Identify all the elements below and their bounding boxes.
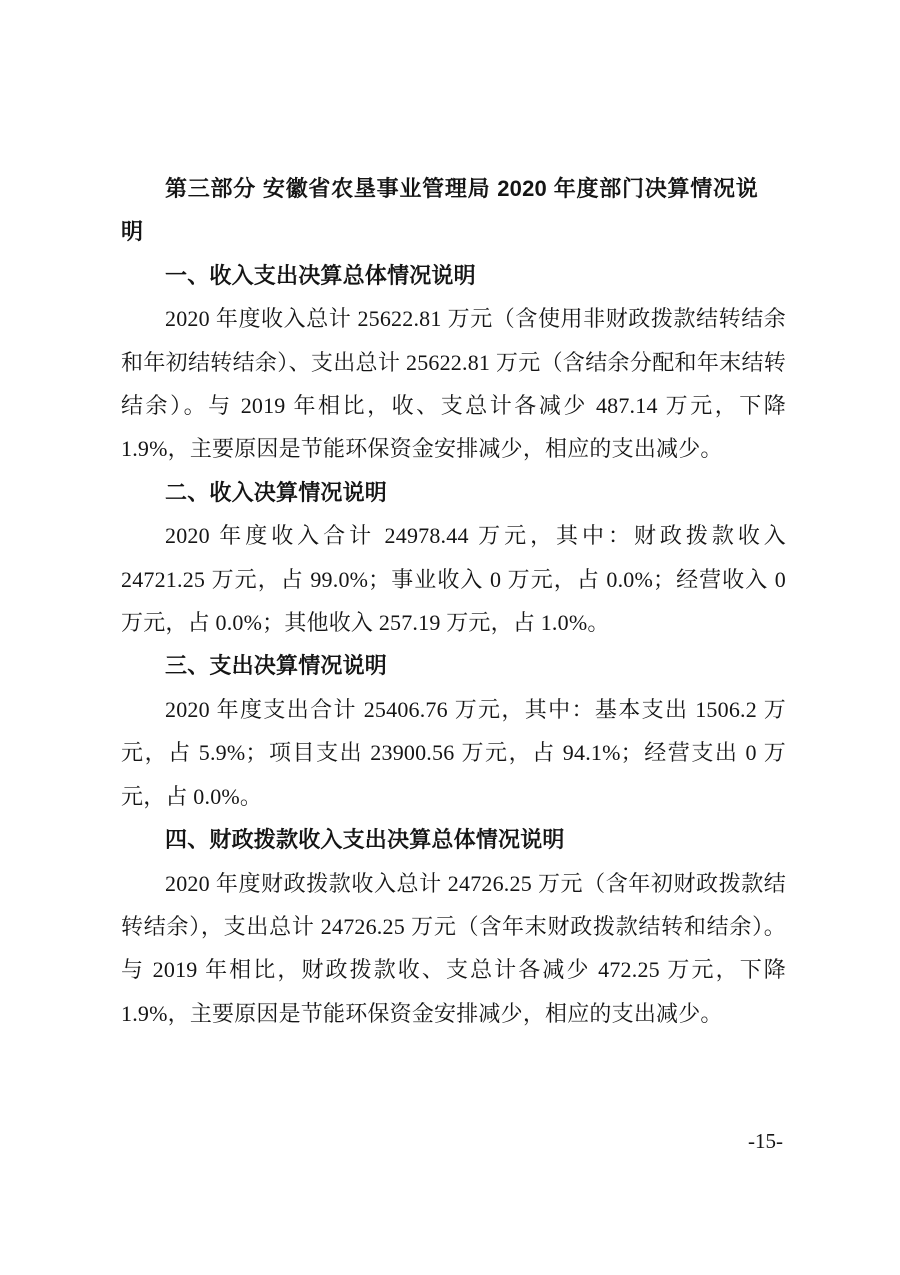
- document-body: [121, 167, 786, 1035]
- section-heading-fiscal-appropriation-overview: 四、财政拨款收入支出决算总体情况说明: [165, 827, 565, 853]
- section-paragraph-income-statement: 2020 年度收入合计 24978.44 万元，其中：财政拨款收入 24721.25 万元，占 99.0%；事业收入 0 万元，占 0.0%；经营收入 0 万元，占 0.0%；其他收入 257.19 万元，占 1.0%。: [121, 523, 786, 636]
- section-heading-income-statement: 二、收入决算情况说明: [165, 479, 388, 505]
- document-title: 第三部分 安徽省农垦事业管理局 2020 年度部门决算情况说明: [121, 176, 758, 245]
- section-paragraph-income-expenditure-overview: 2020 年度收入总计 25622.81 万元（含使用非财政拨款结转结余和年初结转结余）、支出总计 25622.81 万元（含结余分配和年末结转结余）。与 2019 年相比，收、支总计各减少 487.14 万元，下降 1.9%，主要原因是节能环保资金安排减少，相应的支出减少。: [121, 306, 786, 462]
- section-paragraph-expenditure-statement: 2020 年度支出合计 25406.76 万元，其中：基本支出 1506.2 万元，占 5.9%；项目支出 23900.56 万元，占 94.1%；经营支出 0 万元，占 0.0%。: [121, 696, 786, 809]
- page-number: -15-: [748, 1129, 783, 1153]
- section-heading-expenditure-statement: 三、支出决算情况说明: [165, 653, 388, 679]
- section-heading-income-expenditure-overview: 一、收入支出决算总体情况说明: [165, 262, 476, 288]
- section-paragraph-fiscal-appropriation-overview: 2020 年度财政拨款收入总计 24726.25 万元（含年初财政拨款结转结余），支出总计 24726.25 万元（含年末财政拨款结转和结余）。与 2019 年相比，财政拨款收、支总计各减少 472.25 万元，下降 1.9%，主要原因是节能环保资金安排减少，相应的支出减少。: [121, 870, 786, 1026]
